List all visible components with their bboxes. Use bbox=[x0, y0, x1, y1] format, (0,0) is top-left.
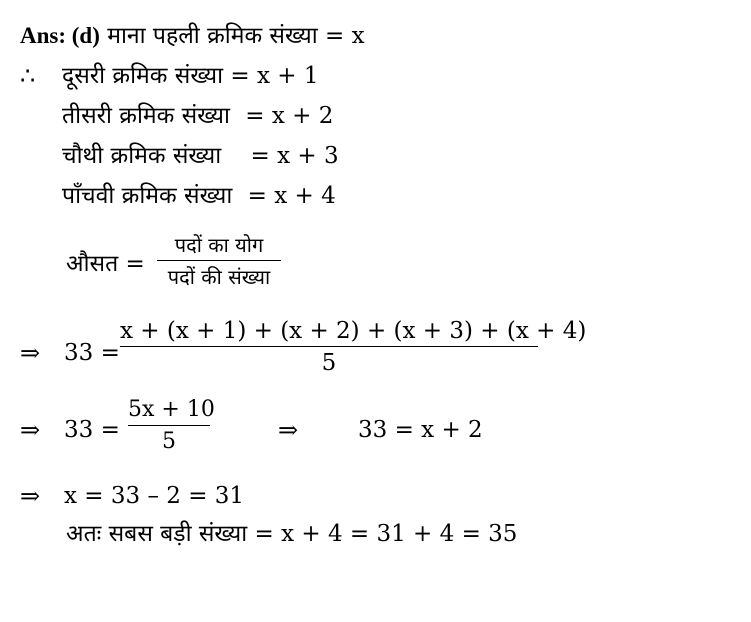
implies-icon: ⇒ bbox=[278, 416, 299, 444]
second-number-eq: = x + 1 bbox=[230, 63, 319, 89]
step2-denominator: 5 bbox=[162, 429, 176, 454]
answer-line bbox=[20, 22, 365, 50]
therefore-icon: ∴ bbox=[20, 62, 36, 90]
average-label: औसत = bbox=[66, 251, 145, 277]
conclusion-text: अतः सबस बड़ी संख्या bbox=[66, 521, 248, 547]
answer-label: Ans: (d) bbox=[20, 23, 100, 48]
second-number-text: दूसरी क्रमिक संख्या bbox=[62, 63, 224, 89]
implies-icon: ⇒ bbox=[20, 482, 41, 510]
step2-lhs: 33 = bbox=[64, 417, 120, 443]
step1-lhs: 33 = bbox=[64, 340, 120, 366]
first-number-eq: = x bbox=[325, 23, 365, 49]
conclusion-line bbox=[66, 520, 517, 548]
fourth-number-line bbox=[62, 142, 339, 170]
conclusion-eq: = x + 4 = 31 + 4 = 35 bbox=[254, 521, 518, 547]
third-number-line bbox=[62, 102, 333, 130]
average-fraction bbox=[157, 232, 281, 290]
step2-right: 33 = x + 2 bbox=[358, 417, 483, 443]
step3-text: x = 33 – 2 = 31 bbox=[64, 483, 245, 509]
step2-numerator: 5x + 10 bbox=[128, 397, 215, 422]
implies-icon: ⇒ bbox=[20, 339, 41, 367]
step1-denominator: 5 bbox=[321, 350, 337, 376]
fifth-number-line bbox=[62, 182, 336, 210]
fraction-bar bbox=[120, 346, 538, 347]
fraction-bar bbox=[157, 260, 281, 261]
implies-icon: ⇒ bbox=[20, 416, 41, 444]
step1-fraction bbox=[120, 318, 587, 376]
fraction-bar bbox=[128, 425, 210, 426]
fourth-number-text: चौथी क्रमिक संख्या bbox=[62, 143, 222, 169]
first-number-text: माना पहली क्रमिक संख्या bbox=[107, 23, 318, 49]
third-number-text: तीसरी क्रमिक संख्या bbox=[62, 103, 230, 129]
step1-numerator: x + (x + 1) + (x + 2) + (x + 3) + (x + 4) bbox=[120, 318, 587, 344]
average-numerator: पदों का योग bbox=[174, 233, 264, 257]
fifth-number-text: पाँचवी क्रमिक संख्या bbox=[62, 183, 233, 209]
second-number-line bbox=[62, 62, 319, 90]
average-denominator: पदों की संख्या bbox=[167, 265, 271, 289]
step2-fraction bbox=[128, 397, 215, 455]
fifth-number-eq: = x + 4 bbox=[247, 183, 336, 209]
fourth-number-eq: = x + 3 bbox=[250, 143, 339, 169]
third-number-eq: = x + 2 bbox=[245, 103, 334, 129]
